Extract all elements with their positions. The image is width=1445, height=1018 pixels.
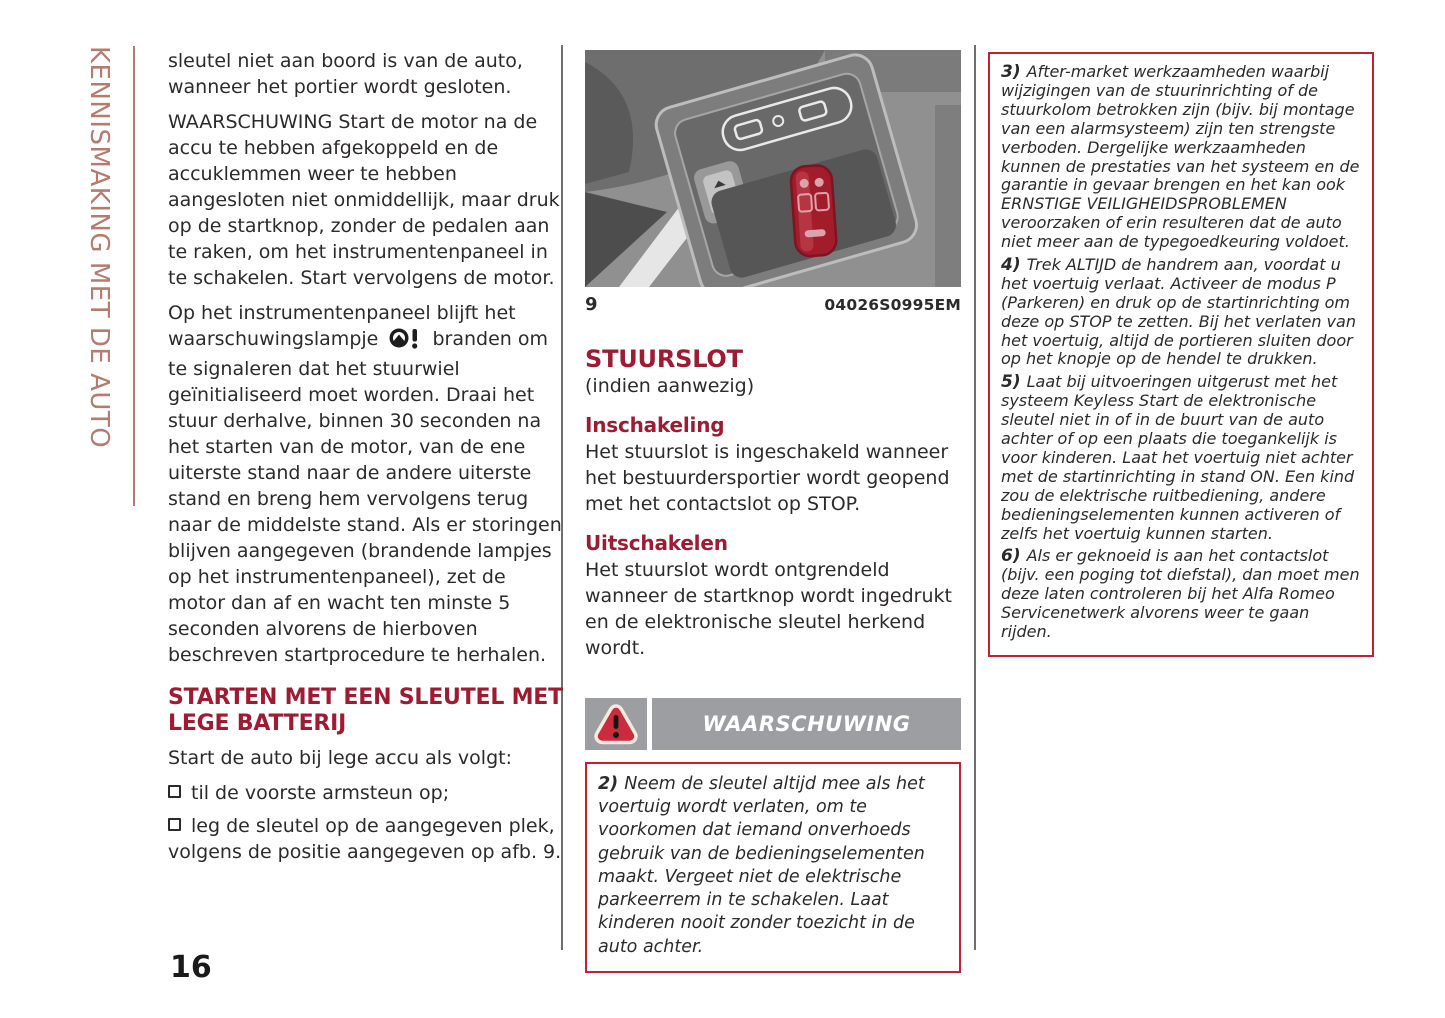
note-number: 4) bbox=[1001, 254, 1021, 275]
note-number: 6) bbox=[1001, 546, 1021, 567]
chapter-title-vertical: KENNISMAKING MET DE AUTO bbox=[84, 46, 114, 449]
subsection-heading: Inschakeling bbox=[585, 413, 725, 437]
warning-note bbox=[1001, 372, 1361, 543]
figure-caption bbox=[585, 294, 961, 315]
right-column bbox=[988, 52, 1374, 657]
subsection-heading: Uitschakelen bbox=[585, 531, 728, 556]
note-number: 3) bbox=[1001, 62, 1021, 82]
figure-code: 04026S0995EM bbox=[824, 296, 961, 314]
warning-header bbox=[585, 698, 961, 750]
note-text: After-market werkzaamheden waarbij wijzigingen van de stuurinrichting of de stuurkolom betrokken zijn (bijv. bij montage van een alarmsysteem) zijn ten strengste verboden. Dergelijke werkzaamheden kunnen de prestaties van het systeem en de garantie in gevaar brengen en het kan ook ERNSTIGE VEILIGHEIDSPROBLEMEN veroorzaken of erin resulteren dat de auto niet meer aan de typegoedkeuring voldoet. bbox=[1001, 62, 1360, 252]
paragraph-text: Op het instrumentenpaneel blijft het waarschuwingslampje bbox=[168, 302, 516, 351]
warning-triangle-icon bbox=[593, 703, 639, 745]
list-item-text: til de voorste armsteun op; bbox=[191, 782, 450, 805]
warning-note bbox=[1001, 255, 1361, 369]
figure-number: 9 bbox=[585, 294, 598, 315]
note-number: 5) bbox=[1001, 372, 1021, 393]
warning-note bbox=[1001, 62, 1361, 252]
warning-title-bar bbox=[652, 698, 961, 750]
note-text: Trek ALTIJD de handrem aan, voordat u het voertuig verlaat. Activeer de modus P (Parkeren) en druk op de startinrichting om deze op STOP te zetten. Bij het verlaten van het voertuig, altijd de portieren sluiten door op het knopje op de hendel te drukken. bbox=[1001, 254, 1356, 369]
paragraph-text: branden om te signaleren dat het stuurwiel geïnitialiseerd moet worden. Draai het stuur derhalve, binnen 30 seconden na het starten van de motor, van de ene uiterste stand naar de andere uiterste stand en breng hem vervolgens terug naar de middelste stand. Als er storingen blijven aangegeven (brandende lampjes op het instrumentenpaneel), zet de motor dan af en wacht ten minste 5 seconden alvorens de hierboven beschreven startprocedure te herhalen. bbox=[168, 328, 562, 667]
square-bullet-icon bbox=[168, 785, 181, 798]
sidebar-rule bbox=[133, 46, 135, 506]
middle-column bbox=[585, 50, 961, 973]
warning-note-box bbox=[585, 762, 961, 973]
paragraph: Het stuurslot is ingeschakeld wanneer het bestuurdersportier wordt geopend met het contactslot op STOP. bbox=[585, 441, 950, 515]
paragraph-with-lamp-icon bbox=[168, 300, 566, 668]
note-number: 2) bbox=[598, 773, 619, 794]
list-item bbox=[168, 780, 566, 806]
note-text: Neem de sleutel altijd mee als het voertuig wordt verlaten, om te voorkomen dat iemand onverhoeds gebruik van de bedieningselementen maakt. Vergeet niet de elektrische parkeerrem in te schakelen. Laat kinderen nooit zonder toezicht in de auto achter. bbox=[598, 773, 925, 957]
intro-text: Start de auto bij lege accu als volgt: bbox=[168, 747, 512, 770]
note-text: Als er geknoeid is aan het contactslot (bijv. een poging tot diefstal), dan moet men deze laten controleren bij het Alfa Romeo Servicenetwerk alvorens weer te gaan rijden. bbox=[1001, 546, 1360, 642]
section-heading: STARTEN MET EEN SLEUTEL MET LEGE BATTERIJ bbox=[168, 685, 563, 737]
warning-notes-box bbox=[988, 52, 1374, 657]
paragraph: WAARSCHUWING Start de motor na de accu te hebben afgekoppeld en de accuklemmen weer te hebben aangesloten niet onmiddellijk, maar druk op de startknop, zonder de pedalen aan te raken, om het instrumentenpaneel in te schakelen. Start vervolgens de motor. bbox=[168, 111, 560, 290]
list-item-text: leg de sleutel op de aangegeven plek, volgens de positie aangegeven op afb. 9. bbox=[168, 815, 562, 864]
note-text: Laat bij uitvoeringen uitgerust met het systeem Keyless Start de elektronische sleutel niet in of in de buurt van de auto achter of op een plaats die toegankelijk is voor kinderen. Laat het voertuig niet achter met de startinrichting in stand ON. Een kind zou de elektrische ruitbediening, andere bedieningselementen kunnen activeren of zelfs het voertuig kunnen starten. bbox=[1001, 372, 1355, 543]
warning-title: WAARSCHUWING bbox=[702, 711, 911, 736]
paragraph: sleutel niet aan boord is van de auto, wanneer het portier wordt gesloten. bbox=[168, 50, 523, 99]
square-bullet-icon bbox=[168, 818, 181, 831]
section-title: STUURSLOT bbox=[585, 345, 743, 373]
left-column bbox=[168, 40, 566, 872]
list-item bbox=[168, 813, 566, 865]
section-subtitle: (indien aanwezig) bbox=[585, 375, 755, 397]
warning-note bbox=[598, 773, 948, 959]
column-divider bbox=[974, 45, 976, 950]
warning-icon-box bbox=[585, 698, 647, 750]
warning-note bbox=[1001, 546, 1361, 642]
console-photo bbox=[585, 50, 961, 287]
steering-wheel-warning-icon bbox=[388, 327, 422, 356]
page-number: 16 bbox=[170, 950, 212, 985]
paragraph: Het stuurslot wordt ontgrendeld wanneer de startknop wordt ingedrukt en de elektronische sleutel herkend wordt. bbox=[585, 559, 952, 659]
